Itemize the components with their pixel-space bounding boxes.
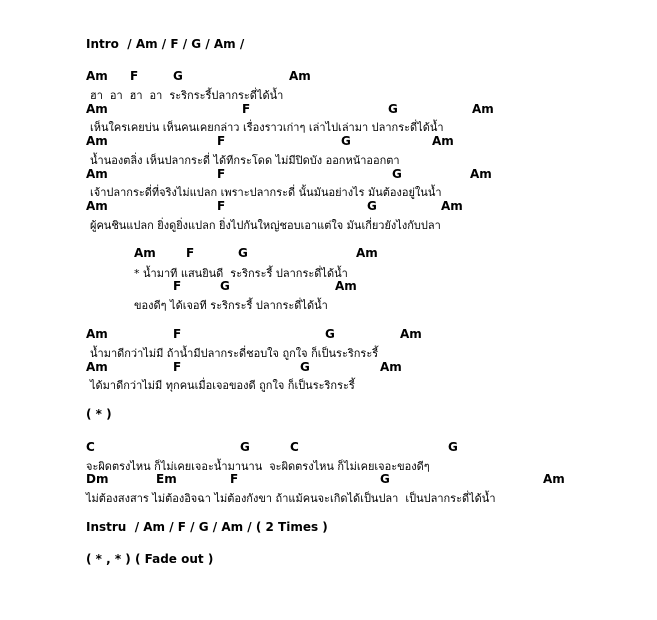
chord: Am [543,472,565,486]
lyric-line: ฮา อา ฮา อา ระริกระรี้ปลากระดี่ได้น้ำ [90,89,284,102]
chord: Am [134,246,156,260]
chord: Am [356,246,378,260]
chord: C [290,440,299,454]
chord: Am [432,134,454,148]
lyric-line: ของดีๆ ได้เจอที ระริกระรี้ ปลากระดี่ได้น้ำ [134,299,328,312]
repeat-marker: ( * ) [86,407,112,421]
lyric-line: เจ้าปลากระดี่ที่จริงไม่แปลก เพราะปลากระดี่ นั้นมันอย่างไร มันต้องอยู่ในน้ำ [90,186,442,199]
lyric-line: น้ำนองตลิ่ง เห็นปลากระดี่ ได้ทีกระโดด ไม่มีปิดบัง ออกหน้าออกตา [90,154,400,167]
chord: Am [380,360,402,374]
chord: G [300,360,310,374]
chord: G [325,327,335,341]
chord: F [130,69,139,83]
lyric-line: * น้ำมาที แสนยินดี ระริกระรี้ ปลากระดี่ได้น้ำ [134,267,348,280]
chord: F [217,134,226,148]
chord: G [388,102,398,116]
chord: Em [156,472,177,486]
chord: Am [441,199,463,213]
lyric-line: ผู้คนชินแปลก ยิ่งดูยิ่งแปลก ยิ่งไปกันใหญ่ชอบเอาแต่ใจ มันเกี่ยวยังไงกับปลา [90,219,441,232]
chord: C [86,440,95,454]
lyric-line: ได้มาดีกว่าไม่มี ทุกคนเมื่อเจอของดี ถูกใจ ก็เป็นระริกระรี้ [90,379,355,392]
chord: Am [86,134,108,148]
chord: F [173,327,182,341]
chord: G [380,472,390,486]
chord: Am [86,167,108,181]
chord: F [217,199,226,213]
chord: Am [335,279,357,293]
chord: G [238,246,248,260]
chord: G [448,440,458,454]
chord: Am [470,167,492,181]
chord: F [173,360,182,374]
chord: Am [86,360,108,374]
chord: F [186,246,195,260]
chord: F [173,279,182,293]
lyric-line: เห็นใครเคยบ่น เห็นคนเคยกล่าว เรื่องราวเก่าๆ เล่าไปเล่ามา ปลากระดี่ได้น้ำ [90,121,444,134]
chord: G [341,134,351,148]
lyric-line: ไม่ต้องสงสาร ไม่ต้องอิจฉา ไม่ต้องกังขา ถ้าแม้คนจะเกิดได้เป็นปลา เป็นปลากระดี่ได้น้ำ [86,492,496,505]
chord: Am [86,327,108,341]
chord: Am [86,199,108,213]
chord: Am [400,327,422,341]
chord: G [220,279,230,293]
lyric-line: น้ำมาดีกว่าไม่มี ถ้าน้ำมีปลากระดี่ชอบใจ ถูกใจ ก็เป็นระริกระรี้ [90,347,379,360]
chord: Am [472,102,494,116]
chord: Am [86,102,108,116]
chord: F [242,102,251,116]
chord: Am [86,69,108,83]
lyric-line: จะผิดตรงไหน ก็ไม่เคยเจอะน้ำมานาน จะผิดตรงไหน ก็ไม่เคยเจอะของดีๆ [86,460,430,473]
intro-line: Intro / Am / F / G / Am / [86,37,245,51]
chord: F [230,472,239,486]
chord: F [217,167,226,181]
chord: Dm [86,472,109,486]
fade-out-line: ( * , * ) ( Fade out ) [86,552,214,566]
chord: G [392,167,402,181]
chord: G [173,69,183,83]
chord: Am [289,69,311,83]
chord: G [367,199,377,213]
chord: G [240,440,250,454]
instrumental-line: Instru / Am / F / G / Am / ( 2 Times ) [86,520,328,534]
